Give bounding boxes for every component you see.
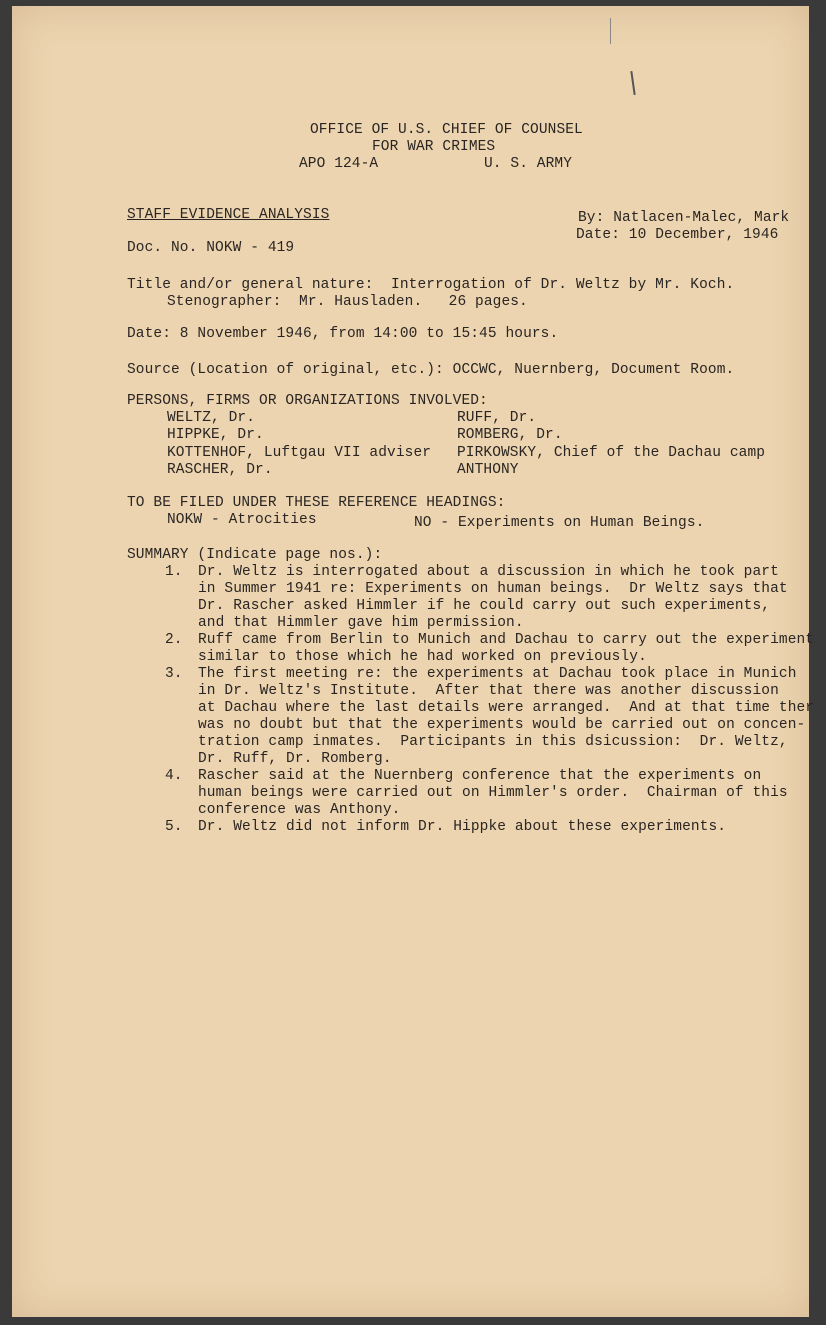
source-line: Source (Location of original, etc.): OCCWC, Nuernberg, Document Room. xyxy=(127,362,735,378)
document-number: Doc. No. NOKW - 419 xyxy=(127,240,295,256)
summary-item-number: 5. xyxy=(165,819,183,835)
person-left: WELTZ, Dr. xyxy=(167,410,256,426)
summary-line: in Dr. Weltz's Institute. After that there was another discussion xyxy=(198,683,779,699)
summary-item-number: 4. xyxy=(165,768,183,784)
summary-item-number: 1. xyxy=(165,564,183,580)
stenographer-line: Stenographer: Mr. Hausladen. 26 pages. xyxy=(167,294,528,310)
summary-item-number: 3. xyxy=(165,666,183,682)
summary-line: The first meeting re: the experiments at Dachau took place in Munich xyxy=(198,666,797,682)
summary-line: tration camp inmates. Participants in this dsicussion: Dr. Weltz, xyxy=(198,734,788,750)
header-war-crimes: FOR WAR CRIMES xyxy=(372,139,496,155)
person-right: ANTHONY xyxy=(457,462,519,478)
summary-line: Dr. Weltz did not inform Dr. Hippke about these experiments. xyxy=(198,819,727,835)
summary-line: similar to those which he had worked on previously. xyxy=(198,649,647,665)
summary-line: Rascher said at the Nuernberg conference that the experiments on xyxy=(198,768,762,784)
filing-left: NOKW - Atrocities xyxy=(167,512,317,528)
summary-line: at Dachau where the last details were arranged. And at that time ther xyxy=(198,700,815,716)
summary-line: Dr. Rascher asked Himmler if he could carry out such experiments, xyxy=(198,598,771,614)
pencil-mark xyxy=(610,18,611,44)
person-right: RUFF, Dr. xyxy=(457,410,537,426)
summary-line: and that Himmler gave him permission. xyxy=(198,615,524,631)
filing-right: NO - Experiments on Human Beings. xyxy=(414,515,705,531)
title-line: Title and/or general nature: Interrogation of Dr. Weltz by Mr. Koch. xyxy=(127,277,735,293)
person-left: RASCHER, Dr. xyxy=(167,462,273,478)
filing-heading: TO BE FILED UNDER THESE REFERENCE HEADINGS: xyxy=(127,495,506,511)
summary-line: Dr. Ruff, Dr. Romberg. xyxy=(198,751,392,767)
author-line: By: Natlacen-Malec, Mark xyxy=(578,210,790,226)
document-page xyxy=(12,6,815,1317)
header-army: U. S. ARMY xyxy=(484,156,573,172)
summary-line: in Summer 1941 re: Experiments on human beings. Dr Weltz says that xyxy=(198,581,788,597)
pencil-mark xyxy=(630,71,635,95)
summary-line: conference was Anthony. xyxy=(198,802,401,818)
person-right: ROMBERG, Dr. xyxy=(457,427,563,443)
summary-heading: SUMMARY (Indicate page nos.): xyxy=(127,547,383,563)
summary-item-number: 2. xyxy=(165,632,183,648)
header-apo: APO 124-A xyxy=(299,156,379,172)
staff-evidence-heading: STAFF EVIDENCE ANALYSIS xyxy=(127,207,330,223)
summary-line: Ruff came from Berlin to Munich and Dachau to carry out the experiment xyxy=(198,632,815,648)
analysis-date: Date: 10 December, 1946 xyxy=(576,227,779,243)
person-right: PIRKOWSKY, Chief of the Dachau camp xyxy=(457,445,766,461)
summary-line: Dr. Weltz is interrogated about a discussion in which he took part xyxy=(198,564,779,580)
summary-line: human beings were carried out on Himmler's order. Chairman of this xyxy=(198,785,788,801)
person-left: HIPPKE, Dr. xyxy=(167,427,264,443)
header-office: OFFICE OF U.S. CHIEF OF COUNSEL xyxy=(310,122,583,138)
person-left: KOTTENHOF, Luftgau VII adviser xyxy=(167,445,432,461)
summary-line: was no doubt but that the experiments would be carried out on concen- xyxy=(198,717,806,733)
persons-heading: PERSONS, FIRMS OR ORGANIZATIONS INVOLVED: xyxy=(127,393,488,409)
interrogation-date: Date: 8 November 1946, from 14:00 to 15:45 hours. xyxy=(127,326,559,342)
